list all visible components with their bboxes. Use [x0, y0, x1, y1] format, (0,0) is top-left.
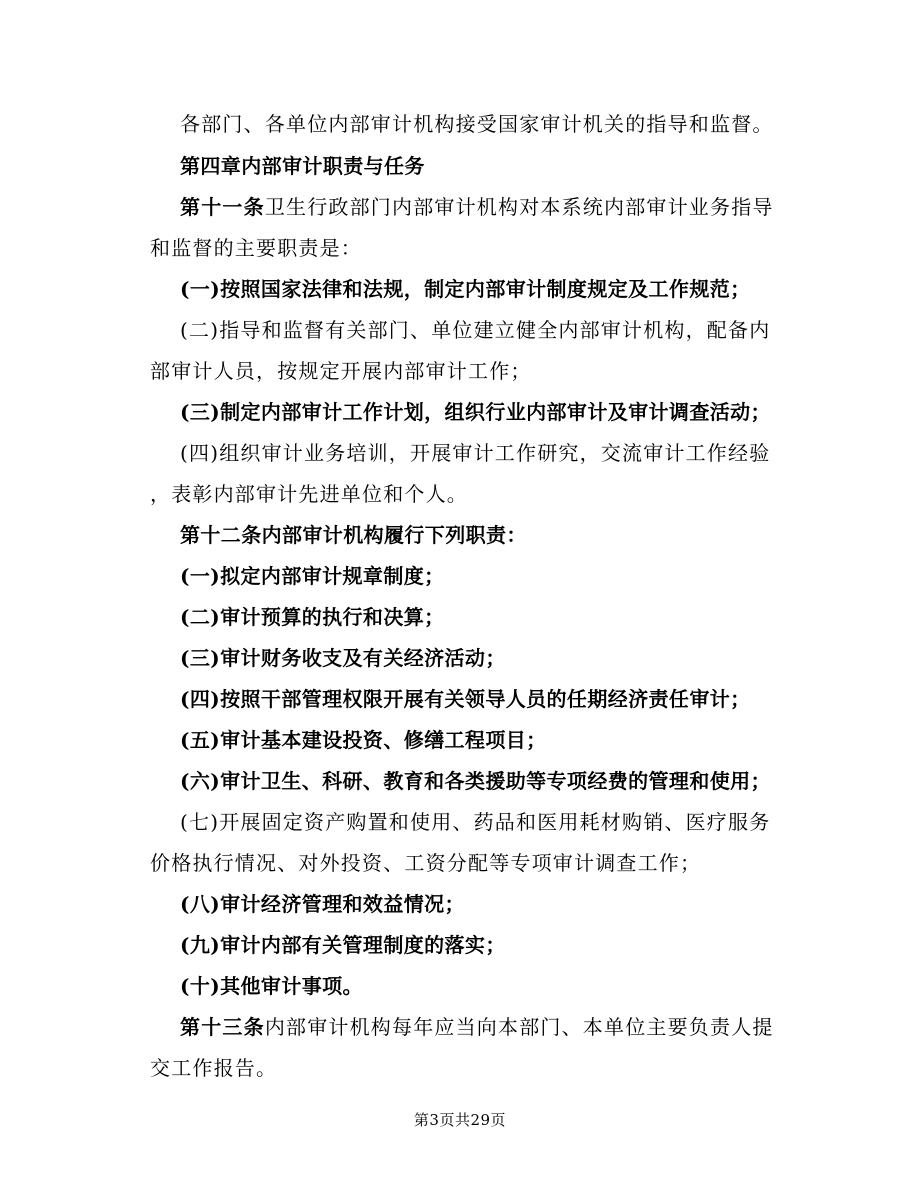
paragraph-line: 价格执行情况、对外投资、工资分配等专项审计调查工作；: [150, 851, 702, 875]
paragraph-line: 交工作报告。: [150, 1056, 278, 1080]
list-item: (一)拟定内部审计规章制度；: [180, 564, 445, 588]
paragraph-line: ，表彰内部审计先进单位和个人。: [150, 482, 468, 506]
list-item: (三)制定内部审计工作计划，组织行业内部审计及审计调查活动；: [180, 400, 771, 424]
list-item: (二)指导和监督有关部门、单位建立健全内部审计机构，配备内: [180, 318, 771, 342]
article-number: 第十三条: [180, 1015, 265, 1039]
article-text: 内部审计机构每年应当向本部门、本单位主要负责人提: [264, 1015, 774, 1039]
article-11-line: [180, 195, 820, 219]
list-item: (三)审计财务收支及有关经济活动；: [180, 646, 506, 670]
paragraph-line: 部审计人员，按规定开展内部审计工作；: [150, 359, 532, 383]
chapter-heading: 第四章内部审计职责与任务: [180, 154, 425, 178]
list-item: (九)审计内部有关管理制度的落实；: [180, 933, 506, 957]
list-item: (八)审计经济管理和效益情况；: [180, 892, 465, 916]
paragraph-line: 各部门、各单位内部审计机构接受国家审计机关的指导和监督。: [180, 112, 774, 136]
page-number: 第3页共29页: [413, 1111, 507, 1129]
list-item: (四)组织审计业务培训，开展审计工作研究，交流审计工作经验: [180, 441, 771, 465]
list-item: (四)按照干部管理权限开展有关领导人员的任期经济责任审计；: [180, 687, 751, 711]
article-text: 卫生行政部门内部审计机构对本系统内部审计业务指导: [264, 195, 774, 219]
list-item: (六)审计卫生、科研、教育和各类援助等专项经费的管理和使用；: [180, 769, 771, 793]
list-item: (一)按照国家法律和法规，制定内部审计制度规定及工作规范；: [180, 277, 751, 301]
paragraph-line: 和监督的主要职责是：: [150, 236, 362, 260]
list-item: (二)审计预算的执行和决算；: [180, 605, 445, 629]
list-item: (五)审计基本建设投资、修缮工程项目；: [180, 728, 547, 752]
list-item: (十)其他审计事项。: [180, 974, 363, 998]
article-13-line: [180, 1015, 820, 1039]
list-item: (七)开展固定资产购置和使用、药品和医用耗材购销、医疗服务: [180, 810, 771, 834]
article-number: 第十一条: [180, 195, 265, 219]
article-heading: 第十二条内部审计机构履行下列职责：: [180, 523, 527, 547]
